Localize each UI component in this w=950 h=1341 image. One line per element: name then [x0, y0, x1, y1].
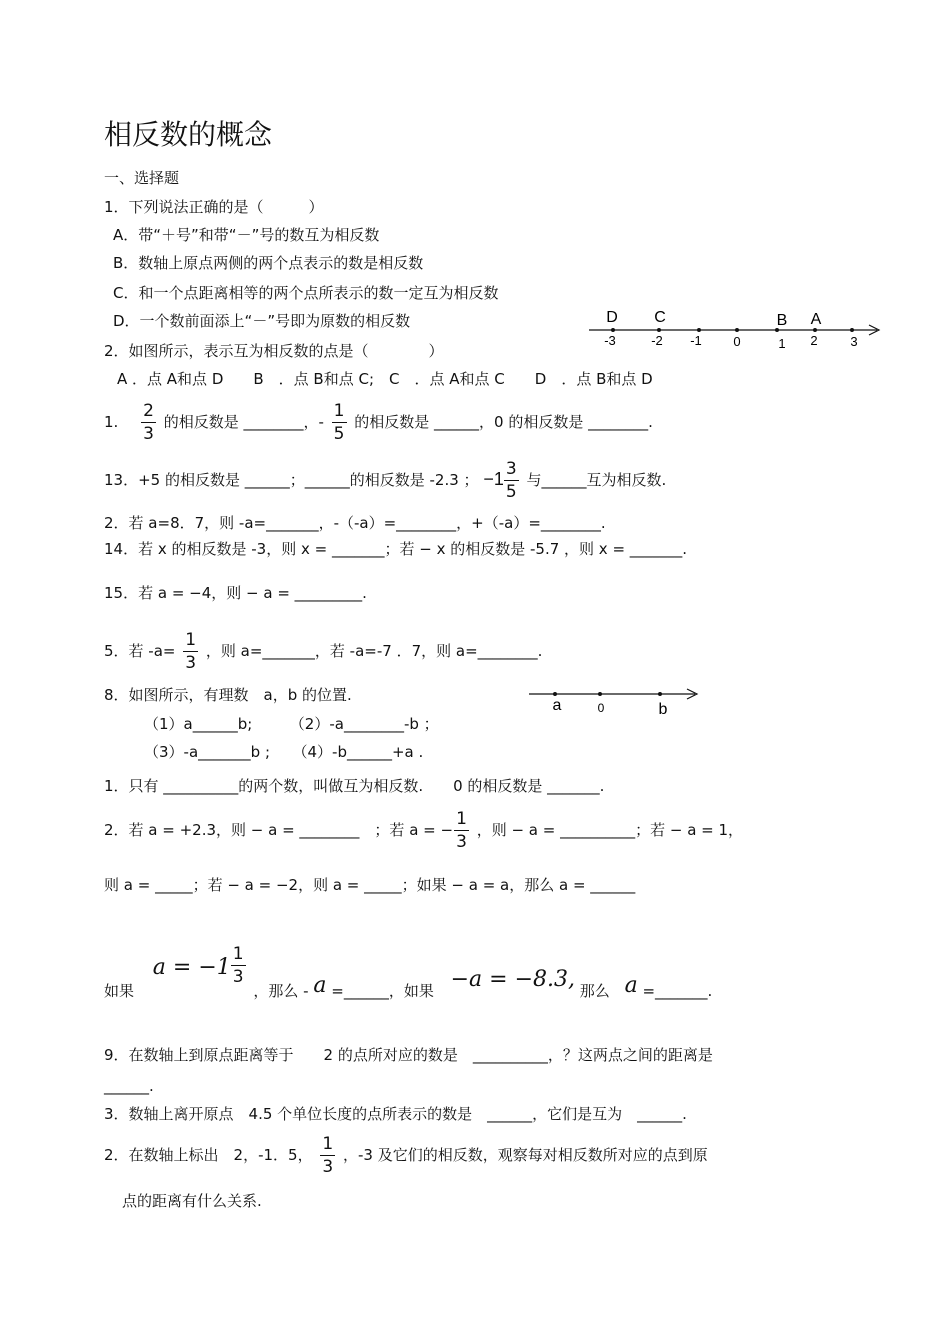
- fraction: [454, 808, 469, 853]
- text-segment: 的相反数是 ________，-: [163, 413, 324, 431]
- tick-dot: [611, 328, 615, 332]
- fill-in-line-5: 15．若 a = −4，则 − a = _________.: [104, 584, 367, 602]
- text-segment: =_______.: [642, 982, 713, 1000]
- tick-dot: [697, 328, 701, 332]
- fraction-denominator: 3: [232, 967, 244, 987]
- point-label-a: A: [810, 311, 822, 328]
- fill-in-line-8: [104, 806, 743, 854]
- text-segment: 与______互为相反数.: [526, 471, 667, 489]
- text-segment: 如果: [104, 982, 135, 1000]
- fraction: [141, 400, 156, 445]
- fill-in-line-9: 则 a = _____；若 − a = −2，则 a = _____；如果 − a = a，那么 a = ______: [104, 876, 636, 894]
- question-8-stem: 8．如图所示，有理数 a，b 的位置.: [104, 686, 352, 704]
- question-1-stem: 1．下列说法正确的是（ ）: [104, 198, 324, 216]
- math-variable: a: [313, 973, 327, 998]
- fraction-numerator: 1: [322, 1134, 334, 1154]
- fill-in-line-11-continued: ______.: [104, 1077, 154, 1095]
- question-1-option-c: C．和一个点距离相等的两个点所表示的数一定互为相反数: [113, 284, 499, 302]
- fraction: [504, 458, 519, 503]
- tick-dot: [850, 328, 854, 332]
- question-2-stem: 2．如图所示，表示互为相反数的点是（ ）: [104, 342, 444, 360]
- math-expression: −a = −8.3,: [450, 967, 575, 992]
- number-line-figure-2: [525, 682, 705, 720]
- page-title: 相反数的概念: [104, 118, 273, 151]
- text-segment: ，-3 及它们的相反数，观察每对相反数所对应的点到原: [342, 1146, 708, 1164]
- question-8-part-3-4: （3）-a_______b ; （4）-b______+a .: [144, 743, 424, 761]
- fill-in-line-3: 2．若 a=8．7，则 -a=_______，-（-a）=________，+（-a）=________.: [104, 514, 606, 532]
- point-label-a: a: [552, 697, 562, 714]
- text-segment: 那么: [579, 982, 610, 1000]
- point-label-c: C: [654, 309, 666, 326]
- question-2-options: A ．点 A和点 D B ．点 B和点 C; C ．点 A和点 C D ．点 B和点 D: [117, 370, 653, 388]
- question-1-option-a: A．带“＋号”和带“－”号的数互为相反数: [113, 226, 380, 244]
- tick-dot: [735, 328, 739, 332]
- point-label-d: D: [606, 309, 618, 326]
- fill-in-line-6: [104, 627, 542, 675]
- text-segment: 2．在数轴上标出 2，-1．5，: [104, 1146, 313, 1164]
- fill-in-line-12: 3．数轴上离开原点 4.5 个单位长度的点所表示的数是 ______，它们是互为 ______.: [104, 1105, 687, 1123]
- tick-dot: [553, 692, 557, 696]
- tick-dot: [813, 328, 817, 332]
- text-segment: ，则 − a = __________；若 − a = 1，: [476, 821, 744, 839]
- tick-label: -3: [604, 333, 616, 348]
- text-segment: 2．若 a = +2.3，则 − a = ________ ；若 a = −: [104, 821, 454, 839]
- fraction-denominator: 5: [333, 424, 345, 444]
- fraction: [320, 1133, 335, 1178]
- text-segment: ，则 a=_______，若 -a=-7 ．7，则 a=________.: [205, 642, 543, 660]
- question-last-continued: 点的距离有什么关系.: [122, 1192, 262, 1210]
- text-segment: 5．若 -a=: [104, 642, 176, 660]
- fraction: [332, 400, 347, 445]
- section-heading: 一、选择题: [104, 169, 180, 187]
- tick-label: 3: [850, 334, 858, 349]
- mixed-number-whole: −1: [483, 469, 504, 489]
- tick-dot: [658, 692, 662, 696]
- fill-in-line-4: 14．若 x 的相反数是 -3，则 x = _______；若 − x 的相反数是 -5.7 ，则 x = _______.: [104, 540, 688, 558]
- question-last: [104, 1131, 708, 1179]
- text-segment: ，那么 -: [253, 982, 309, 1000]
- tick-dot: [657, 328, 661, 332]
- fraction-denominator: 3: [456, 832, 467, 852]
- fraction-denominator: 3: [143, 424, 154, 444]
- tick-label: -2: [651, 333, 663, 348]
- fraction: [183, 629, 198, 674]
- tick-label: -1: [690, 333, 702, 348]
- math-expression: a = −1: [152, 955, 231, 980]
- text-segment: =______，如果: [331, 982, 434, 1000]
- fill-in-line-7: 1．只有 __________的两个数，叫做互为相反数. 0 的相反数是 _______.: [104, 777, 605, 795]
- fraction-numerator: 1: [456, 809, 467, 829]
- point-label-b: b: [658, 701, 668, 718]
- number-line-figure-1: [585, 302, 890, 354]
- fill-in-line-10: [104, 940, 712, 1019]
- fraction-numerator: 1: [232, 944, 244, 964]
- question-1-option-d: D．一个数前面添上“－”号即为原数的相反数: [113, 312, 411, 330]
- fraction: [231, 943, 246, 988]
- fraction-numerator: 1: [333, 401, 345, 421]
- tick-label: 0: [597, 701, 605, 715]
- fraction-numerator: 3: [505, 459, 517, 479]
- fraction-numerator: 1: [185, 630, 197, 650]
- fill-in-line-1: [104, 398, 653, 446]
- text-segment: 13．+5 的相反数是 ______；______的相反数是 -2.3 ；: [104, 471, 479, 489]
- item-number: 1.: [104, 413, 119, 431]
- fraction-denominator: 3: [185, 653, 197, 673]
- tick-label: 1: [778, 336, 786, 351]
- question-1-option-b: B．数轴上原点两侧的两个点表示的数是相反数: [113, 254, 424, 272]
- fraction-denominator: 3: [322, 1157, 334, 1177]
- fraction-numerator: 2: [143, 401, 154, 421]
- tick-label: 0: [733, 334, 741, 349]
- tick-label: 2: [810, 333, 818, 348]
- math-variable: a: [624, 973, 638, 998]
- fraction-denominator: 5: [505, 482, 517, 502]
- fill-in-line-11: 9．在数轴上到原点距离等于 2 的点所对应的数是 __________，？这两点之间的距离是: [104, 1046, 713, 1064]
- text-segment: 的相反数是 ______，0 的相反数是 ________.: [354, 413, 653, 431]
- fill-in-line-2: [104, 455, 666, 504]
- tick-dot: [598, 692, 602, 696]
- question-8-part-1-2: （1）a______b; （2）-a________-b ；: [144, 715, 439, 733]
- point-label-b: B: [776, 312, 788, 329]
